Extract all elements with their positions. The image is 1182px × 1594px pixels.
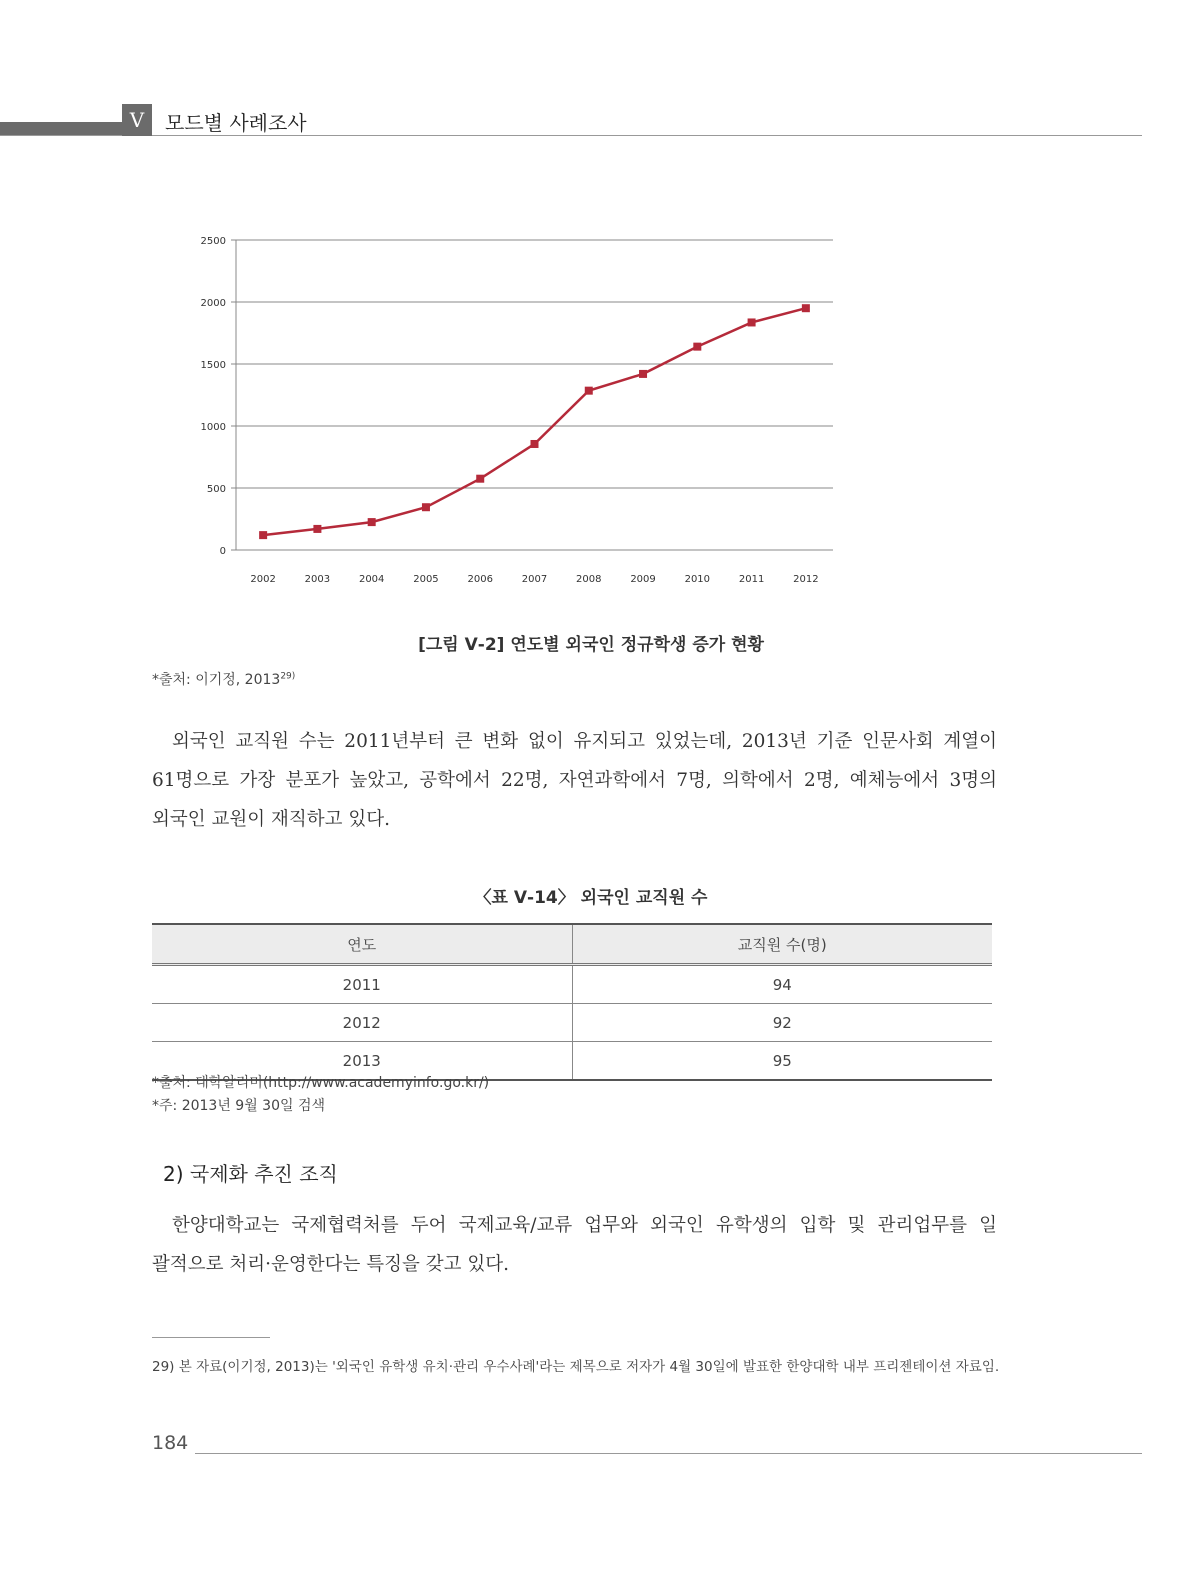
column-header-staff: 교직원 수(명) (572, 924, 992, 965)
data-point (585, 387, 593, 395)
figure-source (152, 669, 295, 689)
line-chart (190, 225, 860, 605)
data-point (476, 475, 484, 483)
y-tick-label: 500 (206, 484, 226, 495)
data-point (313, 525, 321, 533)
footnote-ref: 29) (280, 671, 296, 682)
x-tick-label: 2012 (793, 574, 819, 585)
cell-year: 2011 (152, 965, 572, 1004)
staff-table (152, 923, 992, 1081)
data-point (748, 318, 756, 326)
y-tick-label: 0 (219, 546, 226, 557)
data-point (693, 343, 701, 351)
x-tick-label: 2008 (576, 574, 602, 585)
chapter-badge: V (122, 104, 152, 136)
page-number: 184 (152, 1432, 189, 1454)
section-title: 2) 국제화 추진 조직 (163, 1162, 338, 1186)
x-tick-label: 2010 (684, 574, 711, 585)
x-tick-label: 2005 (413, 574, 439, 585)
chapter-title: 모드별 사례조사 (165, 111, 307, 135)
y-tick-label: 2500 (200, 236, 226, 247)
paragraph-line: 61명으로 가장 분포가 높았고, 공학에서 22명, 자연과학에서 7명, 의학에서 2명, 예체능에서 3명의 (152, 770, 997, 791)
data-point (422, 503, 430, 511)
table-caption: 〈표 Ⅴ-14〉 외국인 교직원 수 (474, 888, 708, 908)
data-point (639, 370, 647, 378)
x-tick-label: 2007 (521, 574, 548, 585)
x-tick-label: 2004 (358, 574, 385, 585)
table-row (152, 965, 992, 1004)
x-tick-label: 2009 (630, 574, 656, 585)
cell-count: 92 (572, 1004, 992, 1042)
paragraph-line: 외국인 교직원 수는 2011년부터 큰 변화 없이 유지되고 있었는데, 2013년 기준 인문사회 계열이 (172, 731, 997, 752)
series-line (263, 308, 806, 535)
table-row (152, 1004, 992, 1042)
footnote-rule (152, 1337, 270, 1338)
table-header-row (152, 924, 992, 965)
cell-count: 94 (572, 965, 992, 1004)
cell-year: 2013 (152, 1042, 572, 1081)
paragraph-line: 한양대학교는 국제협력처를 두어 국제교육/교류 업무와 외국인 유학생의 입학 및 관리업무를 일 (172, 1215, 997, 1236)
x-tick-label: 2011 (738, 574, 765, 585)
table-note: *주: 2013년 9월 30일 검색 (152, 1098, 326, 1114)
cell-year: 2012 (152, 1004, 572, 1042)
x-tick-label: 2002 (250, 574, 276, 585)
paragraph-line: 외국인 교원이 재직하고 있다. (152, 809, 390, 830)
y-tick-label: 1500 (200, 360, 226, 371)
x-tick-label: 2003 (304, 574, 331, 585)
y-tick-label: 2000 (200, 298, 226, 309)
header-bar (0, 122, 122, 136)
column-header-year: 연도 (152, 924, 572, 965)
paragraph-organization (152, 1206, 997, 1284)
paragraph-line: 괄적으로 처리·운영한다는 특징을 갖고 있다. (152, 1254, 509, 1275)
footnote: 29) 본 자료(이기정, 2013)는 '외국인 유학생 유치·관리 우수사례'라는 제목으로 저자가 4월 30일에 발표한 한양대학 내부 프리젠테이션 자료임. (152, 1359, 1000, 1375)
x-tick-label: 2006 (467, 574, 493, 585)
paragraph-staff (152, 722, 997, 839)
data-point (368, 518, 376, 526)
table-source: *출처: 대학알리미(http://www.academyinfo.go.kr/) (152, 1075, 490, 1091)
data-point (802, 304, 810, 312)
footer-rule (195, 1453, 1142, 1454)
figure-caption: [그림 Ⅴ-2] 연도별 외국인 정규학생 증가 현황 (418, 635, 764, 655)
cell-count: 95 (772, 1051, 792, 1070)
data-point (531, 440, 539, 448)
figure-source-text: *출처: 이기정, 2013 (152, 672, 281, 688)
data-point (259, 531, 267, 539)
y-tick-label: 1000 (200, 422, 226, 433)
